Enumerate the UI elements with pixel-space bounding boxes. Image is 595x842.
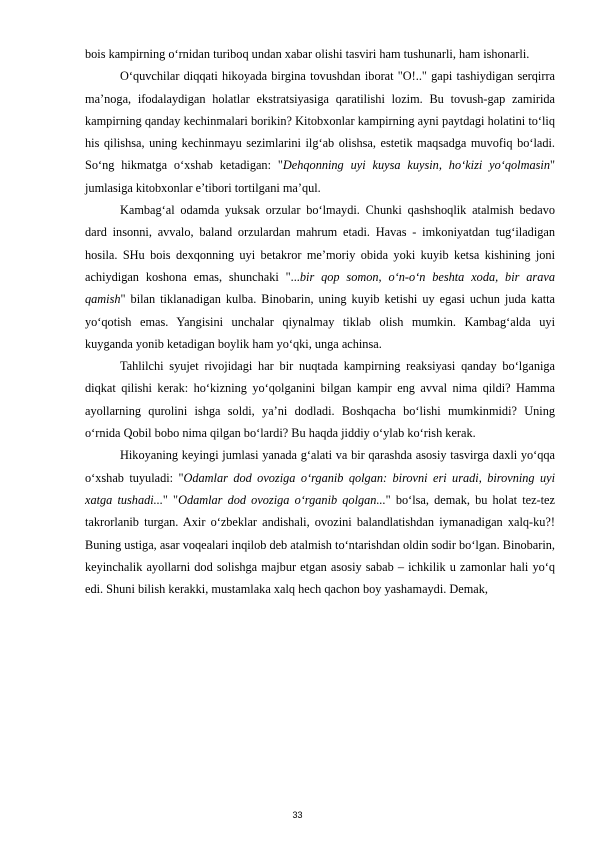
paragraph-text: Kambag‘al odamda yuksak orzular bo‘lmaydi. Chunki qashshoqlik atalmish bedavo dard insonni, avvalo, baland orzulardan mahrum etadi. Havas - imkoniyatdan tug‘iladigan hosila. SHu bois dexqonning uyi betakror me’moriy obida yoki kuyib ketsa kishining joni achiydigan koshona emas, shunchaki "... [85,203,555,284]
paragraph-text: Hikoyaning keyingi jumlasi yanada g‘alati va bir qarashda asosiy tasvirga daxli yo‘qqa o‘xshab tuyuladi: " [85,448,555,485]
document-body [85,43,555,600]
quoted-italic-text: Odamlar dod ovoziga o‘rganib qolgan... [178,492,386,507]
paragraph [85,199,555,355]
quoted-italic-text: Dehqonning uyi kuysa kuysin, ho‘kizi yo‘qolmasin [282,158,550,173]
paragraph [85,65,555,199]
paragraph [85,43,555,65]
page-number: 33 [292,810,303,820]
paragraph-text: bois kampirning o‘rnidan turiboq undan xabar olishi tasviri ham tushunarli, ham ishonarli. [85,47,530,61]
paragraph [85,444,555,600]
paragraph-text: Tahlilchi syujet rivojidagi har bir nuqtada kampirning reaksiyasi qanday bo‘lganiga diqkat qilishi kerak: ho‘kizning yo‘qolganini bilgan kampir eng avval nima qildi? Hamma ayollarning qurolini ishga soldi, ya’ni dodladi. Boshqacha bo‘lishi mumkinmidi? Uning o‘rnida Qobil bobo nima qilgan bo‘lardi? Bu haqda jiddiy o‘ylab ko‘rish kerak. [85,359,555,441]
paragraph-text: " " [162,492,179,507]
paragraph [85,355,555,444]
quoted-italic-text: Odamlar dod ovoziga o‘rganib qolgan: birovni eri uradi, birovning uyi xatga tushadi... [85,470,555,507]
paragraph-text: O‘quvchilar diqqati hikoyada birgina tovushdan iborat "O!.." gapi tashiydigan serqirra ma’noga, ifodalaydigan holatlar ekstratsiyasiga qaratilishi lozim. Bu tovush-gap zamirida kampirning qanday kechinmalari borikin? Kitobxonlar kampirning ayni paytdagi holatini to‘liq his qilishsa, uning kechinmayu sezimlarini ilg‘ab olishsa, estetik maqsadga muvofiq bo‘ladi. So‘ng hikmatga o‘xshab ketadigan: " [85,69,555,173]
quoted-italic-text: bir qop somon, o‘n-o‘n beshta xoda, bir arava qamish [85,269,555,307]
paragraph-text: " bo‘lsa, demak, bu holat tez-tez takrorlanib turgan. Axir o‘zbeklar andishali, ovozini balandlatishdan iymanadigan xalq-ku?! Buning ustiga, asar voqealari inqilob deb atalmish to‘ntarishdan oldin sodir bo‘lgan. Binobarin, keyinchalik ayollarni dod solishga majbur etgan asosiy sabab – ichkilik u zamonlar hali yo‘q edi. Shuni bilish kerakki, mustamlaka xalq hech qachon boy yashamaydi. Demak, [85,492,555,597]
paragraph-text: " bilan tiklanadigan kulba. Binobarin, uning kuyib ketishi uy egasi uchun juda katta yo‘qotish emas. Yangisini unchalar qiynalmay tiklab olish mumkin. Kambag‘alda uyi kuyganda yonib ketadigan boylik ham yo‘qki, unga achinsa. [85,292,555,351]
paragraph-text: " jumlasiga kitobxonlar e’tibori tortilgani ma’qul. [85,158,555,195]
